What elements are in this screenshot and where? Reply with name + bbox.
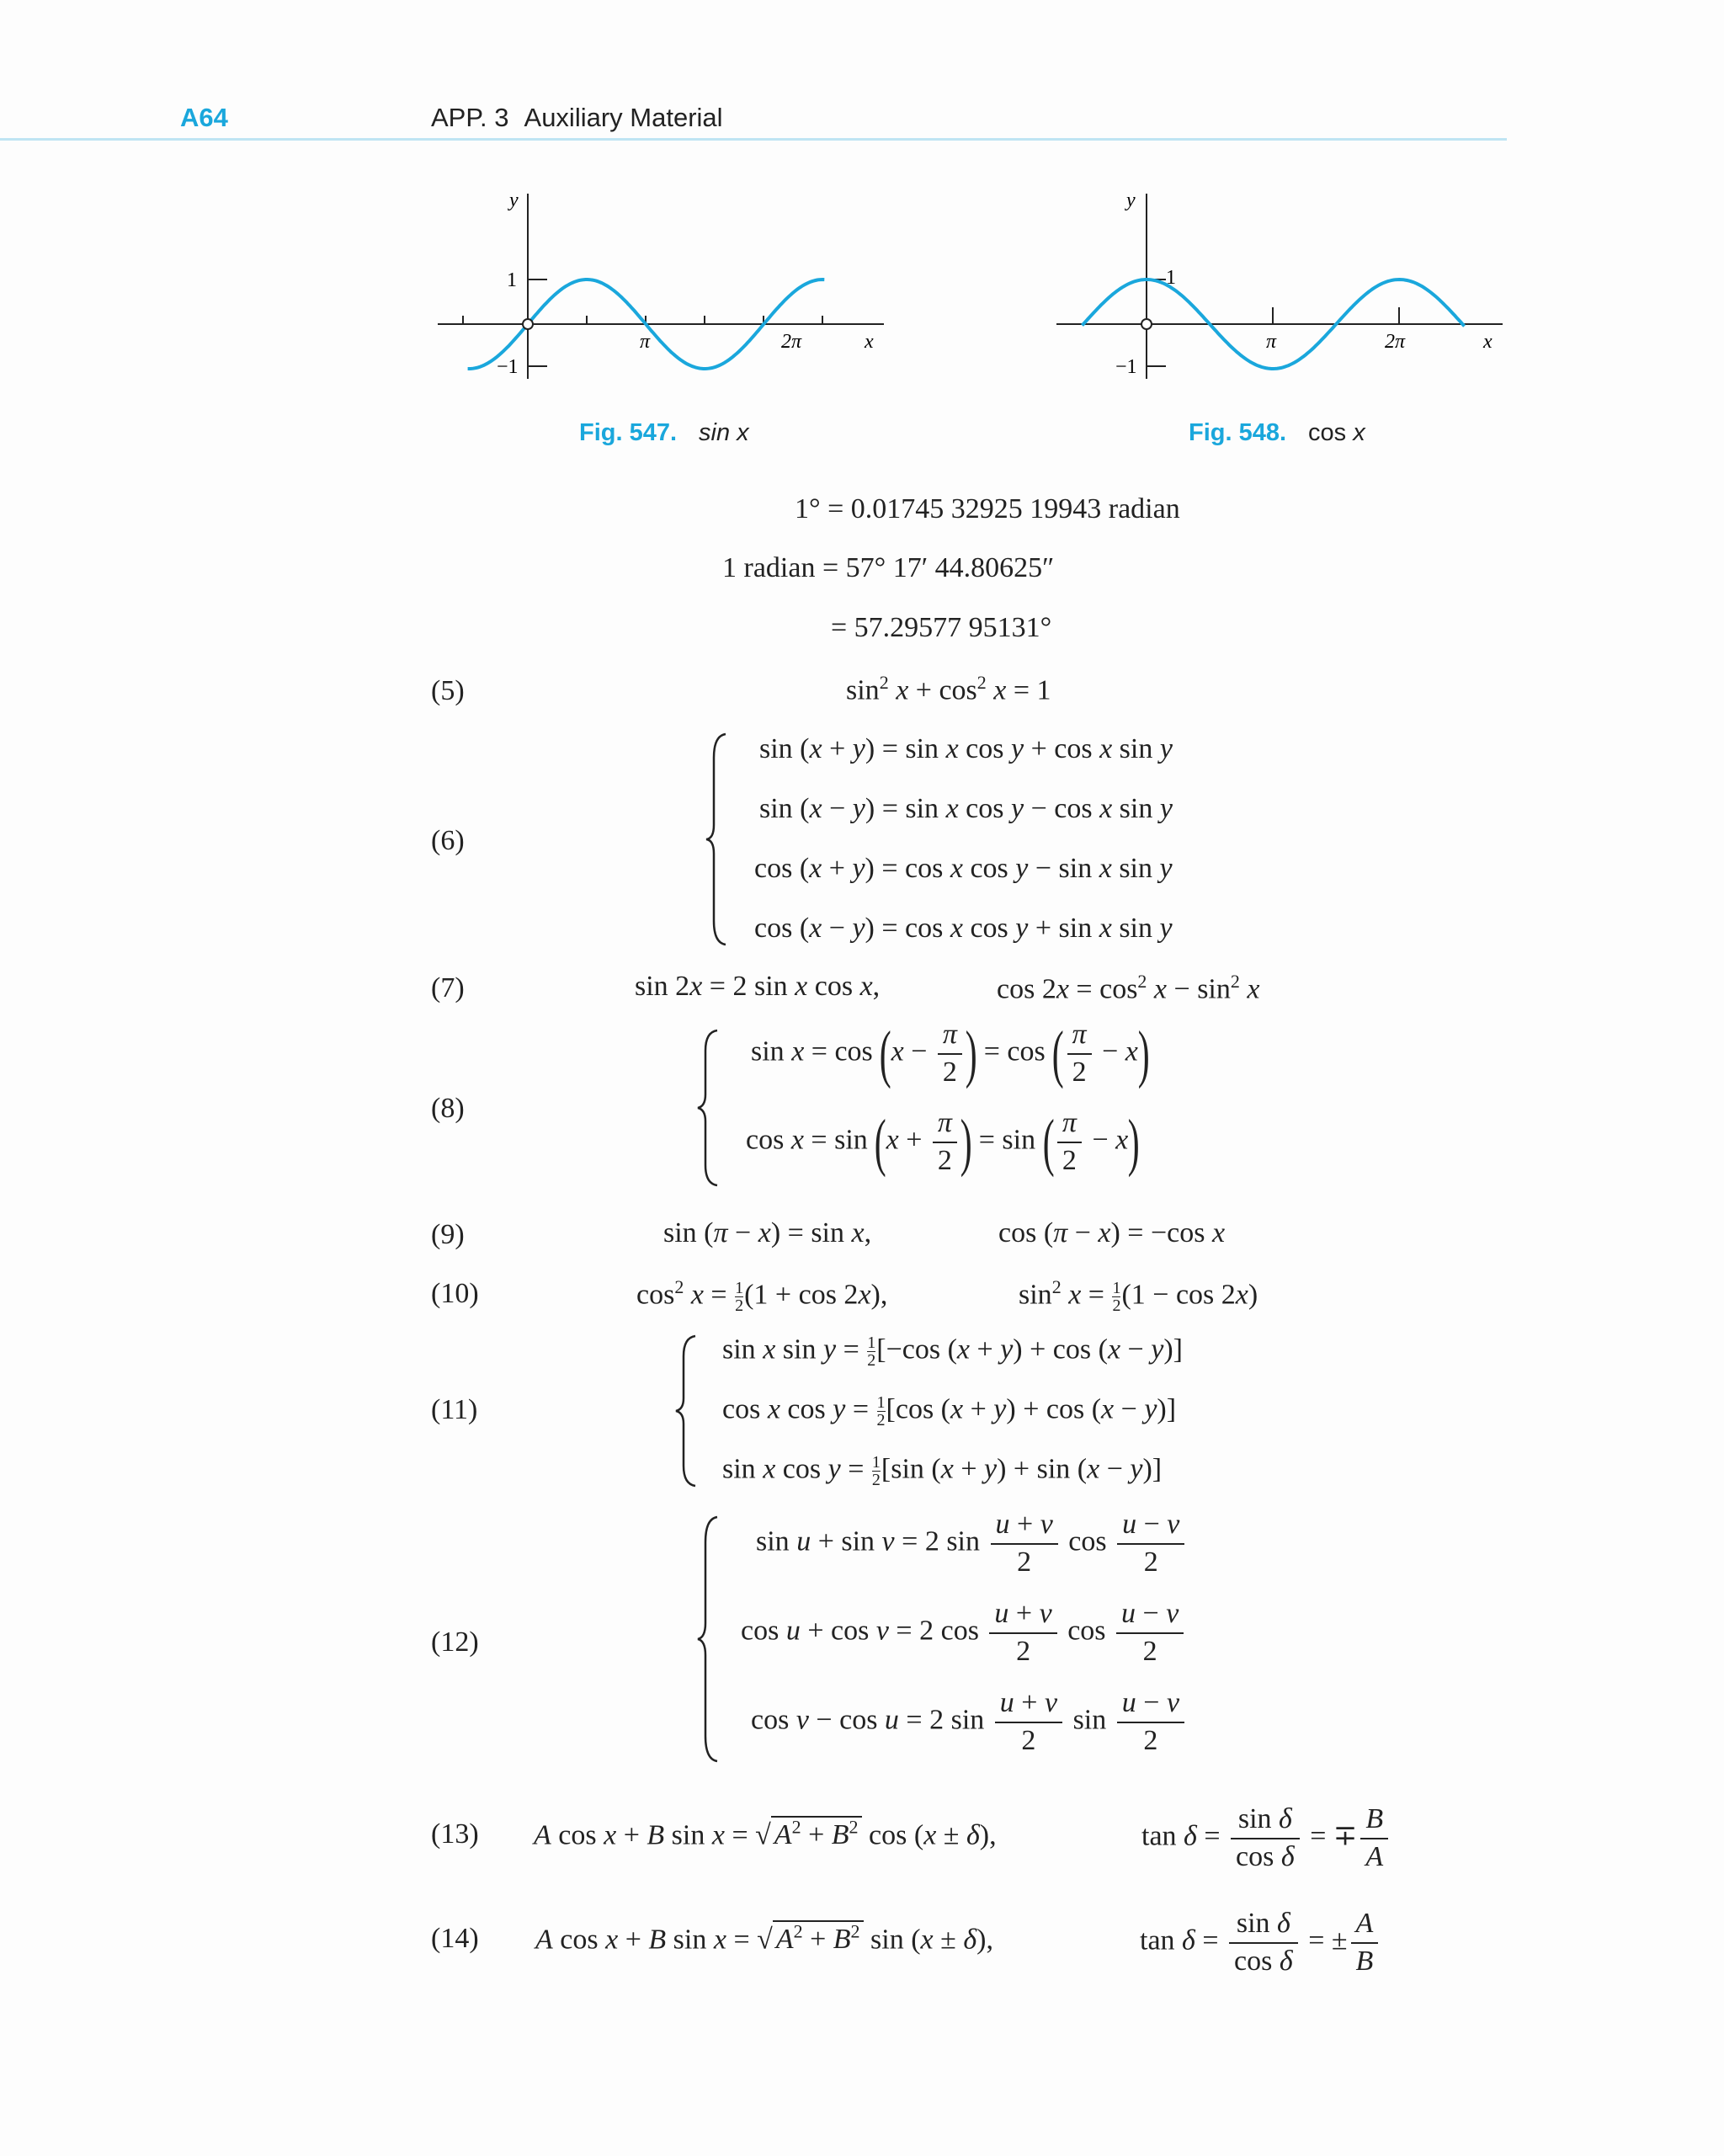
equation-number: (8) (431, 1093, 465, 1124)
x-axis-label: x (865, 331, 874, 353)
equation-7b: $\cos 2x = \cos^2 x - \sin^2 x$ (997, 971, 1260, 1005)
equation-number: (10) (431, 1278, 479, 1309)
tick-label-minus1: −1 (1115, 356, 1137, 378)
equation-number: (5) (431, 675, 465, 706)
tick-label-2pi: 2π (781, 331, 802, 353)
equation-12c: cos v − cos u = 2 sin $\frac{u + v}{2}$ sin $\frac{u - v}{2}$ (751, 1685, 1188, 1759)
equation-12b: cos u + cos v = 2 cos $\frac{u + v}{2}$ cos $\frac{u - v}{2}$ (741, 1596, 1187, 1669)
equation-11a: sin x sin y = $\frac{1}{2}$ [−cos (x + y) + cos (x − y)] (722, 1334, 1183, 1370)
degree-radian-conversion: 1° = 0.01745 32925 19943 radian (795, 493, 1180, 524)
left-brace (673, 1334, 699, 1488)
tick-label-2pi: 2π (1385, 331, 1406, 353)
equation-7a: sin 2x = 2 sin x cos x, (635, 971, 881, 1002)
equation-9a: sin (π − x) = sin x, (663, 1217, 872, 1248)
equation-number: (7) (431, 972, 465, 1003)
figure-caption-text: cos x (1308, 419, 1365, 446)
equation-10b: $\sin^2 x$ = $\frac{1}{2}$ (1 − cos 2x) (1019, 1276, 1258, 1316)
equation-13b: tan δ = $\frac{\text{sin δ}}{\text{cos δ}}$ = ∓ $\frac{B}{A}$ (1141, 1802, 1391, 1875)
page-number: A64 (180, 103, 228, 132)
equation-9b: cos (π − x) = −cos x (998, 1217, 1226, 1248)
figure-caption-548 (1189, 419, 1365, 447)
equation-11c: sin x cos y = $\frac{1}{2}$ [sin (x + y) + sin (x − y)] (722, 1453, 1163, 1489)
equation-5: $\sin^2 x + \cos^2 x = 1$ (846, 672, 1051, 706)
equation-number: (9) (431, 1219, 465, 1250)
tick-label-1: 1 (507, 269, 517, 291)
tick-label-pi: π (1266, 331, 1277, 353)
sin-plot (429, 189, 884, 387)
equation-14a: A cos x + B sin x = √ $A^2 + B^2$ sin (x ± δ), (535, 1921, 993, 1956)
equation-6b: sin (x − y) = sin x cos y − cos x sin y (759, 793, 1173, 824)
equation-12a: sin u + sin v = 2 sin $\frac{u + v}{2}$ cos $\frac{u - v}{2}$ (756, 1507, 1188, 1580)
equation-number: (6) (431, 825, 465, 856)
figure-label: Fig. 548. (1189, 419, 1287, 446)
origin-marker (1141, 319, 1152, 329)
equation-10a: $\cos^2 x$ = $\frac{1}{2}$ (1 + cos 2x), (636, 1276, 888, 1316)
cos-plot (1048, 189, 1503, 387)
equation-14b: tan δ = $\frac{\text{sin δ}}{\text{cos δ}}$ = ± $\frac{A}{B}$ (1140, 1906, 1381, 1979)
y-axis-label: y (1126, 189, 1136, 211)
left-brace (704, 732, 729, 947)
figure-caption-text: sin x (699, 419, 749, 446)
header-rule (0, 138, 1507, 141)
tick-label-1: 1 (1166, 267, 1176, 289)
equation-number: (12) (431, 1626, 479, 1658)
equation-number: (11) (431, 1394, 478, 1425)
y-axis-label: y (509, 189, 519, 211)
equation-11b: cos x cos y = $\frac{1}{2}$ [cos (x + y) + cos (x − y)] (722, 1393, 1177, 1429)
equation-6d: cos (x − y) = cos x cos y + sin x sin y (754, 913, 1173, 944)
radian-degree-conversion: 1 radian = 57° 17′ 44.80625″ (722, 552, 1055, 583)
figure-label: Fig. 547. (579, 419, 678, 446)
section-title: Auxiliary Material (524, 103, 723, 132)
equation-13a: A cos x + B sin x = √ $A^2 + B^2$ cos (x ± δ), (534, 1817, 997, 1851)
tick-label-minus1: −1 (497, 356, 519, 378)
equation-6c: cos (x + y) = cos x cos y − sin x sin y (754, 853, 1173, 884)
equation-number: (13) (431, 1818, 479, 1850)
figure-caption-547 (579, 419, 749, 447)
equation-number: (14) (431, 1923, 479, 1954)
origin-marker (523, 319, 533, 329)
tick-label-pi: π (640, 331, 651, 353)
section-label: APP. 3 (431, 103, 509, 132)
equation-8a: sin x = cos (x − $\frac{\pi}{2}$ ) = cos ( $\frac{\pi}{2}$ − x) (751, 1018, 1150, 1089)
running-head (431, 103, 723, 133)
left-brace (695, 1515, 721, 1764)
radian-decimal-degree: = 57.29577 95131° (831, 612, 1052, 643)
equation-6a: sin (x + y) = sin x cos y + cos x sin y (759, 733, 1173, 764)
equation-8b: cos x = sin (x + $\frac{\pi}{2}$ ) = sin ( $\frac{\pi}{2}$ − x) (746, 1106, 1140, 1178)
x-axis-label: x (1483, 331, 1493, 353)
left-brace (695, 1029, 721, 1187)
